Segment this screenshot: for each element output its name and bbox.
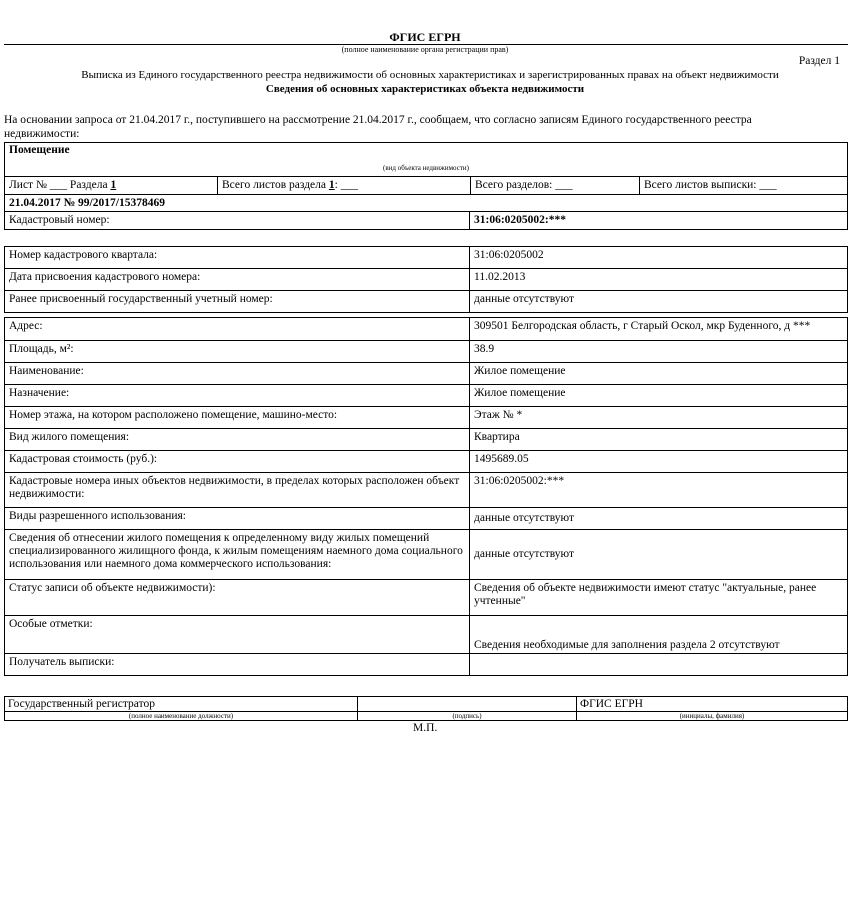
- doc-subtitle: Сведения об основных характеристиках объекта недвижимости: [265, 83, 585, 95]
- table-row: [5, 269, 848, 291]
- org-title: ФГИС ЕГРН: [389, 30, 461, 44]
- table-row: [5, 407, 848, 429]
- registrar-cell: [5, 697, 358, 712]
- table-row: [5, 530, 848, 580]
- cadastral-label: Кадастровый номер:: [5, 212, 470, 230]
- table-row: [5, 247, 848, 269]
- kind-value: Квартира: [470, 429, 848, 451]
- assign-date-value: 11.02.2013: [470, 269, 848, 291]
- stamp-label: М.П.: [413, 722, 438, 734]
- characteristics-table: [4, 317, 848, 676]
- section-label: Раздел 1: [798, 55, 840, 67]
- status-label: Статус записи об объекте недвижимости):: [5, 580, 470, 616]
- quarter-value: 31:06:0205002: [470, 247, 848, 269]
- housing-fund-value: данные отсутствуют: [470, 530, 848, 580]
- other-numbers-value: 31:06:0205002:***: [470, 473, 848, 508]
- org-cell: [577, 697, 848, 712]
- sheets-in-section-label: Всего листов раздела: [222, 179, 326, 191]
- status-value: Сведения об объекте недвижимости имеют статус "актуальные, ранее учтенные": [470, 580, 848, 616]
- table-row: [5, 341, 848, 363]
- doc-title: Выписка из Единого государственного реестра недвижимости об основных характеристиках и зарегистрированных правах на объект недвижимости: [81, 69, 779, 81]
- table-row: [5, 363, 848, 385]
- object-type: Помещение: [9, 144, 70, 156]
- prev-number-value: данные отсутствуют: [470, 291, 848, 313]
- address-label: Адрес:: [5, 318, 470, 341]
- table-row: [5, 451, 848, 473]
- registration-table: [4, 246, 848, 313]
- cost-label: Кадастровая стоимость (руб.):: [5, 451, 470, 473]
- table-row: [5, 318, 848, 341]
- total-sections-cell: Всего разделов: ___: [471, 177, 640, 195]
- permitted-use-label: Виды разрешенного использования:: [5, 508, 470, 530]
- object-table: [4, 142, 848, 212]
- table-row: [5, 473, 848, 508]
- org-label: ФГИС ЕГРН: [580, 698, 643, 710]
- org-caption: (полное наименование органа регистрации прав): [341, 45, 509, 54]
- signature-cell: [358, 697, 577, 712]
- intro-text: На основании запроса от 21.04.2017 г., поступившего на рассмотрение 21.04.2017 г., сообщаем, что согласно записям Единого государственного реестра недвижимости:: [4, 114, 752, 140]
- table-row: [5, 616, 848, 654]
- table-row: [5, 385, 848, 407]
- area-label: Площадь, м²:: [5, 341, 470, 363]
- address-value: 309501 Белгородская область, г Старый Оскол, мкр Буденного, д ***: [470, 318, 848, 341]
- signature-caption: (подпись): [358, 712, 577, 721]
- other-numbers-label: Кадастровые номера иных объектов недвижимости, в пределах которых расположен объект недвижимости:: [5, 473, 470, 508]
- sheet-label: Лист № ___ Раздела: [9, 179, 108, 191]
- purpose-value: Жилое помещение: [470, 385, 848, 407]
- sheets-in-section-suffix: : ___: [334, 179, 358, 191]
- floor-label: Номер этажа, на котором расположено помещение, машино-место:: [5, 407, 470, 429]
- initials-caption: (инициалы, фамилия): [577, 712, 848, 721]
- recipient-label: Получатель выписки:: [5, 654, 470, 676]
- table-row: [5, 508, 848, 530]
- area-value: 38.9: [470, 341, 848, 363]
- table-row: [5, 291, 848, 313]
- date-number: 21.04.2017 № 99/2017/15378469: [5, 195, 848, 213]
- object-type-caption: (вид объекта недвижимости): [383, 164, 469, 172]
- object-type-cell: [5, 143, 848, 177]
- table-row: [5, 580, 848, 616]
- permitted-use-value: данные отсутствуют: [470, 508, 848, 530]
- cost-value: 1495689.05: [470, 451, 848, 473]
- name-value: Жилое помещение: [470, 363, 848, 385]
- prev-number-label: Ранее присвоенный государственный учетный номер:: [5, 291, 470, 313]
- sheets-in-section-value: 1: [328, 179, 335, 191]
- sheet-number-cell: [5, 177, 218, 195]
- recipient-value: [470, 654, 848, 676]
- table-row: [5, 429, 848, 451]
- assign-date-label: Дата присвоения кадастрового номера:: [5, 269, 470, 291]
- cadastral-value: 31:06:0205002:***: [470, 212, 848, 230]
- cadastral-table: [4, 211, 848, 230]
- position-caption: (полное наименование должности): [5, 712, 358, 721]
- special-value: Сведения необходимые для заполнения раздела 2 отсутствуют: [470, 616, 848, 654]
- sheets-in-section-cell: [218, 177, 471, 195]
- sheet-section-value: 1: [110, 179, 117, 191]
- table-row: [5, 654, 848, 676]
- floor-value: Этаж № *: [470, 407, 848, 429]
- signature-table: [4, 696, 848, 721]
- registrar-label: Государственный регистратор: [8, 698, 155, 710]
- quarter-label: Номер кадастрового квартала:: [5, 247, 470, 269]
- total-sheets-cell: Всего листов выписки: ___: [640, 177, 848, 195]
- special-label: Особые отметки:: [5, 616, 470, 654]
- housing-fund-label: Сведения об отнесении жилого помещения к определенному виду жилых помещений специализированного жилищного фонда, к жилым помещениям наемного дома социального использования или наемного дома коммерческого использования:: [5, 530, 470, 580]
- purpose-label: Назначение:: [5, 385, 470, 407]
- name-label: Наименование:: [5, 363, 470, 385]
- kind-label: Вид жилого помещения:: [5, 429, 470, 451]
